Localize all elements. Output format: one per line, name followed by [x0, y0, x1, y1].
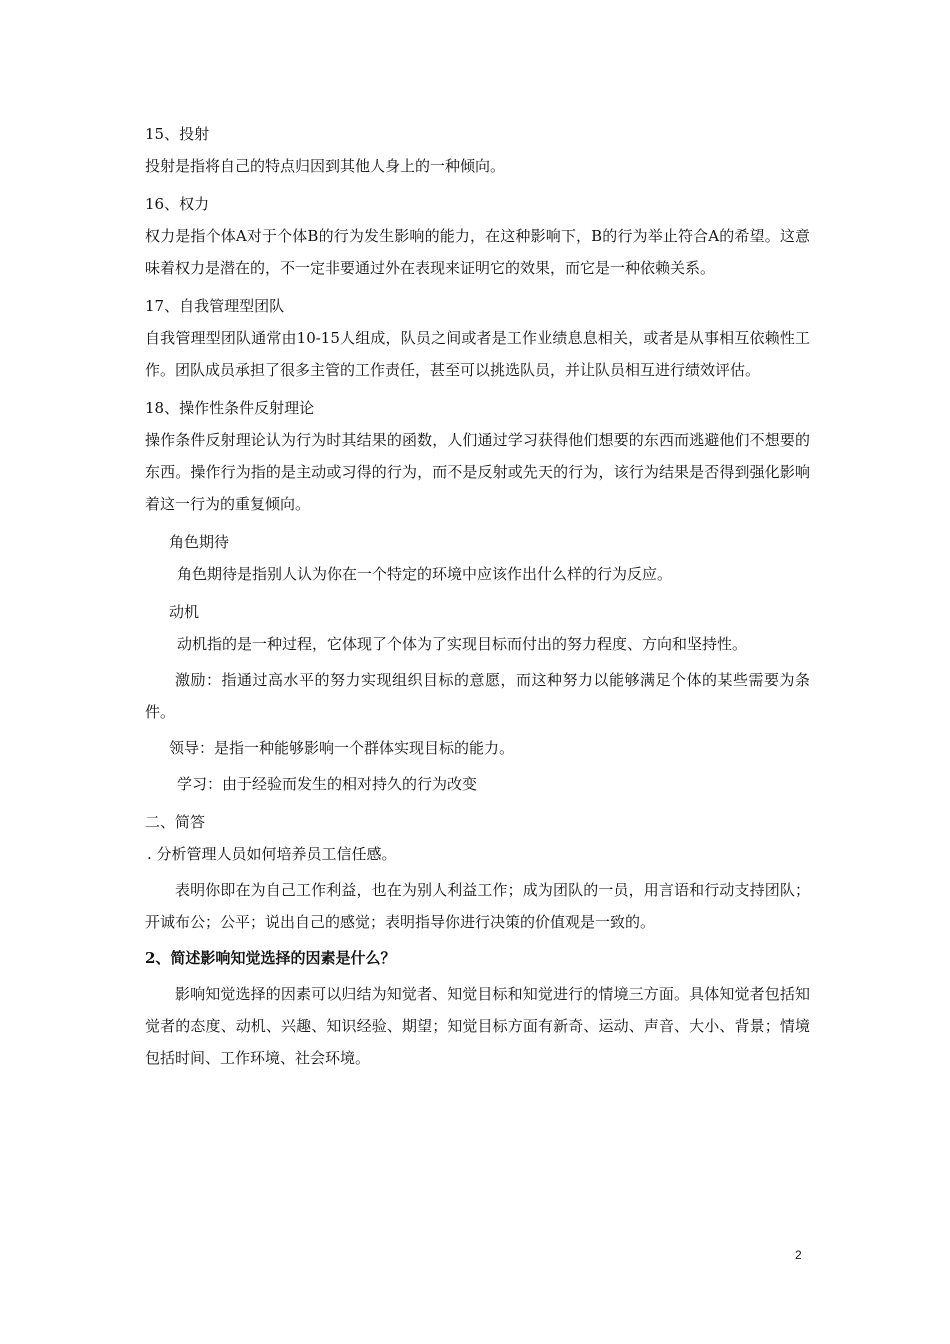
paragraph-power: 权力是指个体A对于个体B的行为发生影响的能力，在这种影响下，B的行为举止符合A的希望。这意味着权力是潜在的，不一定非要通过外在表现来证明它的效果，而它是一种依赖关系。: [145, 227, 810, 277]
heading-projection: 15、投射: [145, 125, 210, 143]
paragraph-projection: 投射是指将自己的特点归因到其他人身上的一种倾向。: [145, 157, 506, 175]
heading-role-expectation: 角色期待: [169, 533, 230, 551]
heading-self-managed-team: 17、自我管理型团队: [145, 297, 285, 315]
heading-operant-conditioning: 18、操作性条件反射理论: [145, 399, 315, 417]
heading-power: 16、权力: [145, 195, 210, 213]
question-2: 2、简述影响知觉选择的因素是什么？: [145, 949, 396, 967]
answer-1: 表明你即在为自己工作利益，也在为别人利益工作；成为团队的一员，用言语和行动支持团队；开诚布公；公平；说出自己的感觉；表明指导你进行决策的价值观是一致的。: [145, 881, 810, 931]
paragraph-incentive: 激励：指通过高水平的努力实现组织目标的意愿，而这种努力以能够满足个体的某些需要为条件。: [145, 671, 810, 721]
document-body: [145, 118, 810, 1078]
paragraph-learning: 学习：由于经验而发生的相对持久的行为改变: [177, 775, 478, 793]
page-number: 2: [795, 1248, 802, 1262]
paragraph-self-managed-team: 自我管理型团队通常由10-15人组成，队员之间或者是工作业绩息息相关，或者是从事相互依赖性工作。团队成员承担了很多主管的工作责任，甚至可以挑选队员，并让队员相互进行绩效评估。: [145, 329, 810, 379]
paragraph-motivation: 动机指的是一种过程，它体现了个体为了实现目标而付出的努力程度、方向和坚持性。: [177, 635, 748, 653]
paragraph-role-expectation: 角色期待是指别人认为你在一个特定的环境中应该作出什么样的行为反应。: [177, 565, 673, 583]
paragraph-operant-conditioning: 操作条件反射理论认为行为时其结果的函数，人们通过学习获得他们想要的东西而逃避他们不想要的东西。操作行为指的是主动或习得的行为，而不是反射或先天的行为，该行为结果是否得到强化影响着这一行为的重复倾向。: [145, 431, 810, 513]
question-1: . 分析管理人员如何培养员工信任感。: [147, 845, 397, 863]
heading-motivation: 动机: [169, 603, 200, 621]
heading-short-answer: 二、简答: [145, 813, 206, 831]
answer-2: 影响知觉选择的因素可以归结为知觉者、知觉目标和知觉进行的情境三方面。具体知觉者包括知觉者的态度、动机、兴趣、知识经验、期望；知觉目标方面有新奇、运动、声音、大小、背景；情境包括时间、工作环境、社会环境。: [145, 985, 810, 1067]
paragraph-leadership: 领导：是指一种能够影响一个群体实现目标的能力。: [169, 739, 515, 757]
